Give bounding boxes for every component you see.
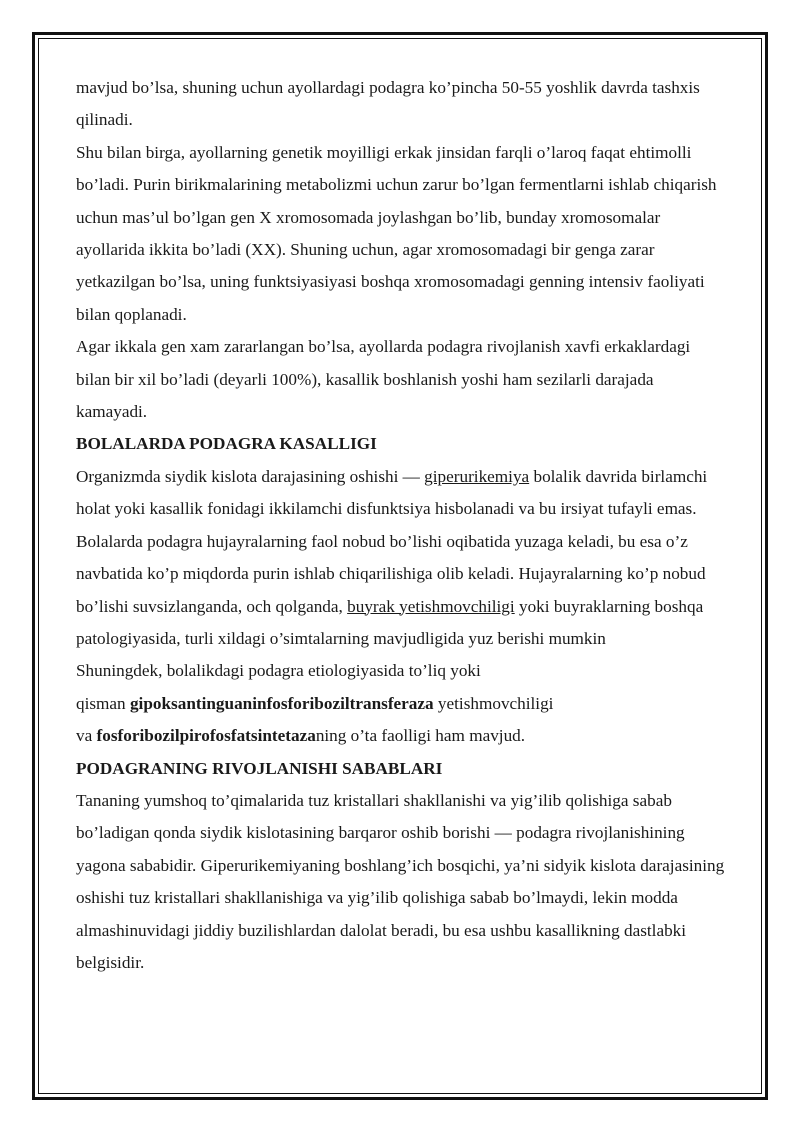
paragraph-cell-death [76, 526, 726, 656]
text-segment: va [76, 726, 97, 746]
text-segment: qisman [76, 693, 130, 713]
paragraph-continuation: mavjud bo’lsa, shuning uchun ayollardagi podagra ko’pincha 50-55 yoshlik davrda tashxis qilinadi. [76, 78, 700, 130]
text-segment: Shuningdek, bolalikdagi podagra etiologiyasida to’liq yoki [76, 661, 481, 681]
paragraph-both-genes-damaged: Agar ikkala gen xam zararlangan bo’lsa, ayollarda podagra rivojlanish xavfi erkaklardagi bilan bir xil bo’ladi (deyarli 100%), kasallik boshlanish yoshi ham sezilarli darajada kamayadi. [76, 337, 691, 422]
enzyme-name-prps: fosforibozilpirofosfatsintetaza [96, 726, 316, 746]
link-giperurikemiya[interactable]: giperurikemiya [424, 466, 530, 486]
paragraph-etiology [76, 655, 726, 752]
heading-causes-of-gout: PODAGRANING RIVOJLANISHI SABABLARI [76, 758, 443, 778]
text-segment: yetishmovchiligi [433, 693, 554, 713]
link-buyrak-yetishmovchiligi[interactable]: buyrak yetishmovchiligi [347, 596, 515, 616]
text-segment: Bolalarda podagra hujayralarning faol nobud bo’lishi oqibatida yuzaga keladi, bu esa o’z navbatida ko’p miqdorda purin ishlab chiqarilishiga olib keladi. Hujayralarning ko’p nobud bo’lishi suvsizlanganda, och qolganda, [76, 531, 706, 616]
paragraph-hyperuricemia [76, 461, 726, 526]
text-segment: Organizmda siydik kislota darajasining oshishi — [76, 466, 425, 486]
enzyme-name-hgprt: gipoksantinguaninfosforiboziltransferaza [129, 693, 434, 713]
paragraph-genetic-predisposition: Shu bilan birga, ayollarning genetik moyilligi erkak jinsidan farqli o’laroq faqat ehtimolli bo’ladi. Purin birikmalarining metabolizmi uchun zarur bo’lgan fermentlarni ishlab chiqarish uchun mas’ul bo’lgan gen X xromosomada joylashgan bo’lib, bunday xromosomalar ayollarida ikkita bo’ladi (XX). Shuning uchun, agar xromosomadagi bir genga zarar yetkazilgan bo’lsa, uning funktsiyasiyasi boshqa xromosomadagi genning intensiv faoliyati bilan qoplanadi. [76, 142, 717, 324]
text-segment: bolalik davrida birlamchi holat yoki kasallik fonidagi ikkilamchi disfunktsiya hisbolanadi va bu irsiyat tufayli emas. [76, 466, 708, 519]
text-segment: ning o’ta faolligi ham mavjud. [315, 726, 526, 746]
paragraph-causes: Tananing yumshoq to’qimalarida tuz kristallari shakllanishi va yig’ilib qolishiga sabab bo’ladigan qonda siydik kislotasining barqaror oshib borishi — podagra rivojlanishining yagona sababidir. Giperurikemiyaning boshlang’ich bosqichi, ya’ni sidyik kislota darajasining oshishi tuz kristallari shakllanishiga va yig’ilib qolishiga sabab bo’lmaydi, lekin modda almashinuvidagi jiddiy buzilishlardan dalolat beradi, bu esa ushbu kasallikning dastlabki belgisidir. [76, 790, 725, 972]
document-body [76, 72, 726, 979]
heading-gout-in-children: BOLALARDA PODAGRA KASALLIGI [76, 434, 377, 454]
text-segment: yoki buyraklarning boshqa patologiyasida, turli xildagi o’simtalarning mavjudligida yuz berishi mumkin [76, 596, 704, 648]
